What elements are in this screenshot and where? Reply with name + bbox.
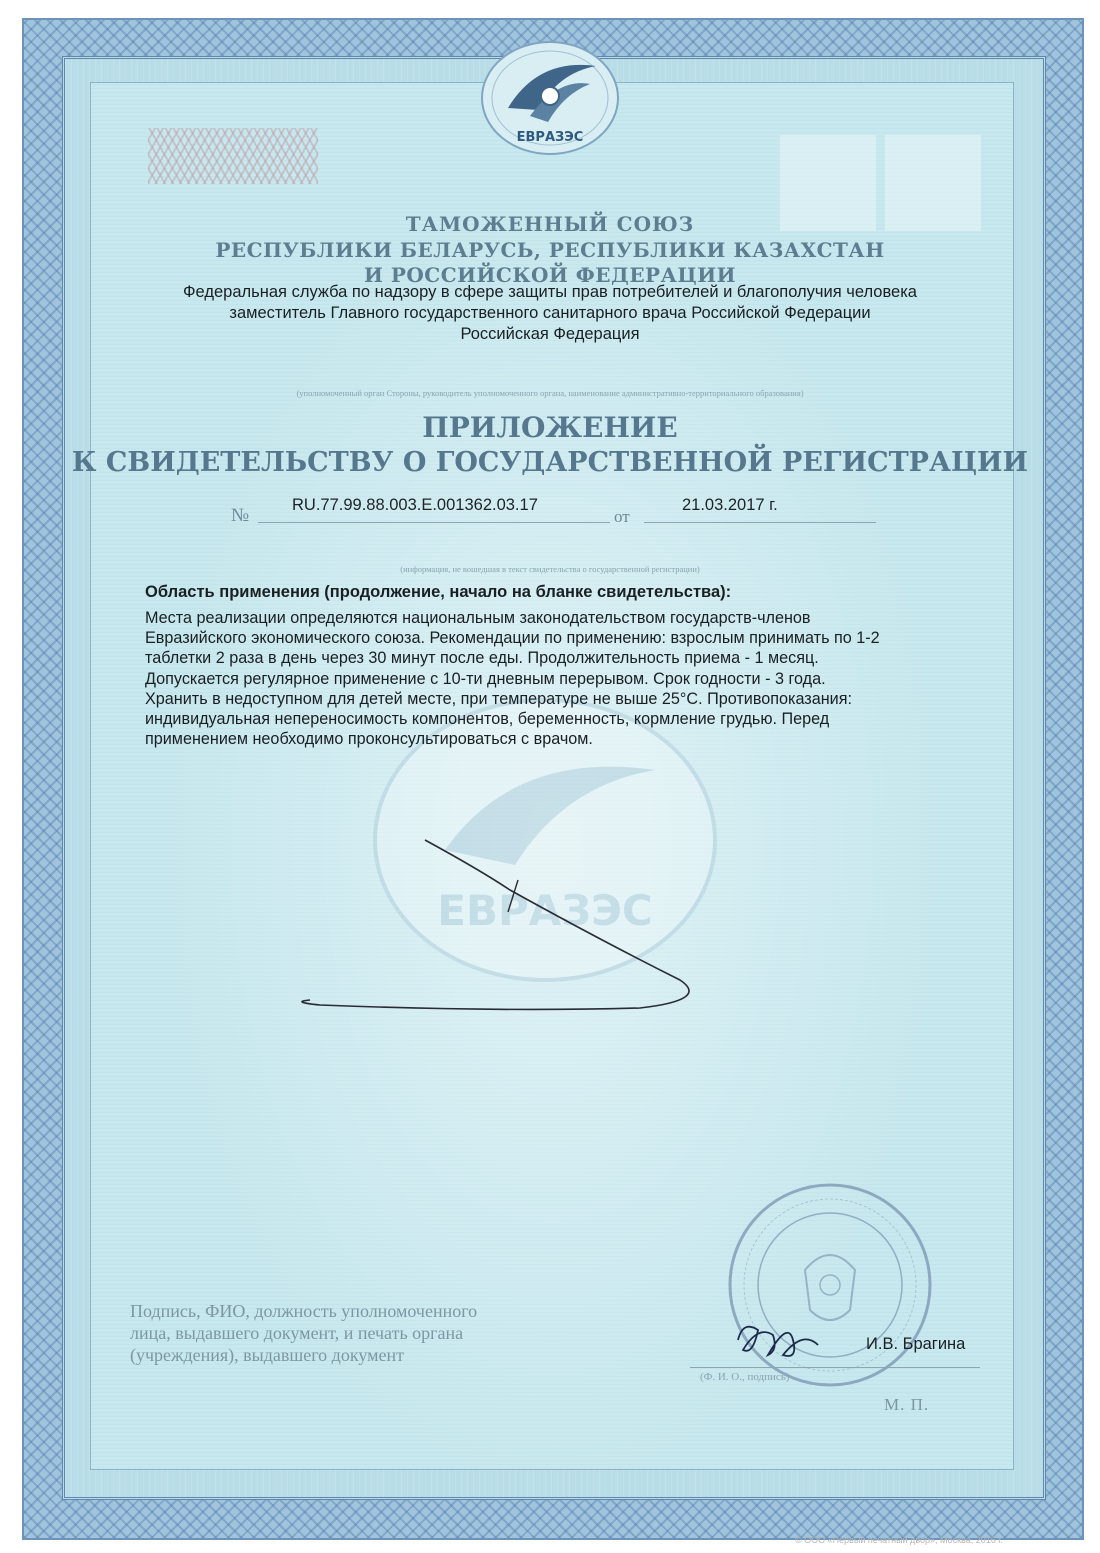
fio-caption: (Ф. И. О., подпись) [700, 1371, 790, 1383]
number-underline [258, 522, 610, 523]
authority-line3: Российская Федерация [460, 325, 640, 343]
scope-line: индивидуальная непереносимость компонентов, беременность, кормление грудью. Перед [145, 710, 830, 729]
signature-caption-line: (учреждения), выдавшего документ [130, 1345, 404, 1365]
signature-caption-line: лица, выдавшего документ, и печать органа [130, 1323, 464, 1343]
union-heading-line2: РЕСПУБЛИКИ БЕЛАРУСЬ, РЕСПУБЛИКИ КАЗАХСТАН [215, 238, 885, 262]
number-label: № [231, 505, 250, 526]
document-title: ПРИЛОЖЕНИЕ [422, 411, 678, 444]
svg-text:ЕВРАЗЭС: ЕВРАЗЭС [516, 130, 584, 145]
printer-imprint: © ООО «Первый печатный двор», Москва, 2016 г. [795, 1535, 1003, 1545]
date-underline [644, 522, 876, 523]
registration-caption: (информация, не вошедшая в текст свидетельства о государственной регистрации) [400, 564, 700, 574]
scope-line: применением необходимо проконсультироваться с врачом. [145, 730, 593, 749]
signature-caption-line: Подпись, ФИО, должность уполномоченного [130, 1301, 478, 1321]
union-heading-line1: ТАМОЖЕННЫЙ СОЮЗ [405, 212, 695, 236]
official-signature [728, 1310, 828, 1370]
scope-title: Область применения (продолжение, начало на бланке свидетельства): [145, 583, 732, 601]
authority-line2: заместитель Главного государственного санитарного врача Российской Федерации [229, 304, 871, 322]
document-subtitle: К СВИДЕТЕЛЬСТВУ О ГОСУДАРСТВЕННОЙ РЕГИСТРАЦИИ [71, 447, 1029, 478]
registration-number: RU.77.99.88.003.E.001362.03.17 [292, 496, 538, 514]
scope-line: Хранить в недоступном для детей месте, при температуре не выше 25°С. Противопоказания: [145, 689, 852, 708]
seal-place-label: М. П. [884, 1395, 930, 1414]
fio-underline [690, 1367, 980, 1368]
authority-caption: (уполномоченный орган Стороны, руководитель уполномоченного органа, наименование административно-территориального образования) [296, 388, 804, 398]
signer-name: И.В. Брагина [866, 1335, 966, 1353]
scope-body [145, 608, 990, 749]
guilloche-pattern [148, 128, 318, 184]
blank-space-strike-signature [280, 830, 720, 1020]
date-label: от [614, 507, 630, 526]
scope-line: Евразийского экономического союза. Рекомендации по применению: взрослым принимать по 1-2 [145, 629, 880, 648]
authority-line1: Федеральная служба по надзору в сфере защиты прав потребителей и благополучия человека [183, 283, 917, 301]
registration-date: 21.03.2017 г. [682, 496, 778, 514]
evrazes-emblem-icon [478, 38, 623, 158]
scope-line: таблетки 2 раза в день через 30 минут после еды. Продолжительность приема - 1 месяц. [145, 649, 819, 668]
signature-caption [130, 1300, 610, 1366]
scope-line: Допускается регулярное применение с 10-ти дневным перерывом. Срок годности - 3 года. [145, 669, 826, 688]
svg-text:ЕВРАЗЭС: ЕВРАЗЭС [437, 886, 653, 935]
scope-line: Места реализации определяются национальным законодательством государств-членов [145, 609, 811, 627]
union-heading-line3: И РОССИЙСКОЙ ФЕДЕРАЦИИ [363, 263, 737, 287]
